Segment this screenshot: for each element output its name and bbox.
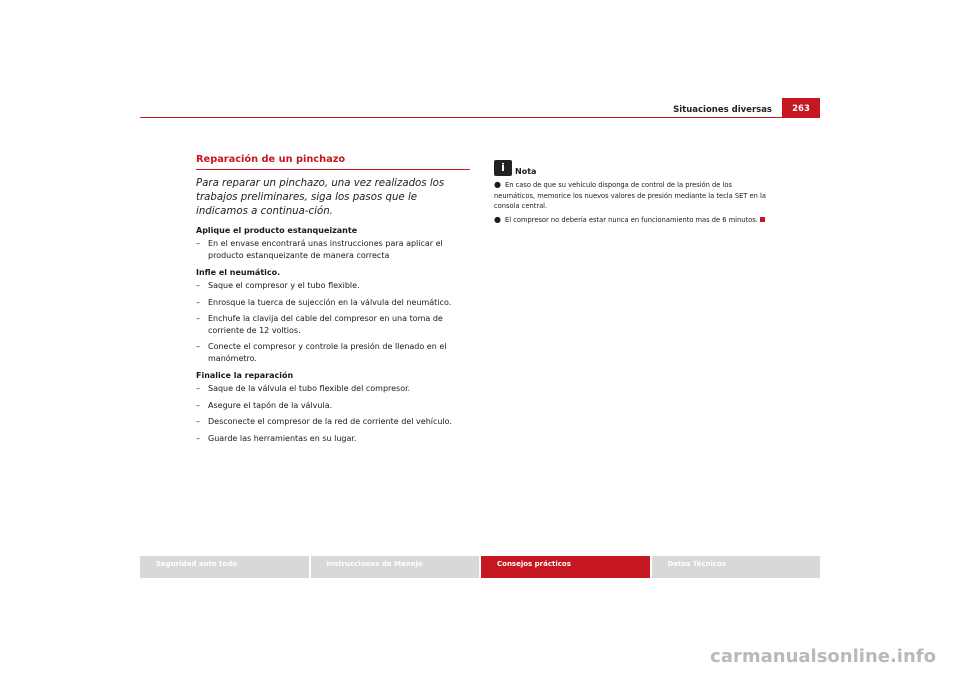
note-item: ● El compresor no debería estar nunca en funcionamiento mas de 6 minutos. bbox=[494, 215, 772, 226]
dash-marker: – bbox=[196, 417, 200, 426]
section-heading: Finalice la reparación bbox=[196, 371, 294, 380]
footer-nav bbox=[140, 556, 820, 578]
step-item: – Guarde las herramientas en su lugar. bbox=[196, 433, 357, 443]
step-item: – Saque de la válvula el tubo flexible del compresor. bbox=[196, 384, 411, 393]
note-item: ● En caso de que su vehículo disponga de control de la presión de los neumáticos, memorice los nuevos valores de presión mediante la tecla SET en la consola central. bbox=[494, 180, 766, 210]
info-note-icon: i bbox=[494, 160, 512, 176]
step-item: – En el envase encontrará unas instrucciones para aplicar el producto estanqueizante de manera correcta bbox=[196, 239, 443, 260]
end-of-section-icon bbox=[760, 217, 765, 222]
step-item: – Enrosque la tuerca de sujección en la válvula del neumático. bbox=[196, 297, 452, 307]
step-item: – Conecte el compresor y controle la presión de llenado en el manómetro. bbox=[196, 342, 447, 363]
note-header bbox=[494, 154, 772, 176]
dash-marker: – bbox=[196, 281, 200, 290]
dash-marker: – bbox=[196, 384, 200, 393]
bullet-icon: ● bbox=[494, 180, 501, 189]
step-item: – Desconecte el compresor de la red de corriente del vehículo. bbox=[196, 417, 452, 426]
page-header bbox=[140, 98, 820, 118]
page-number: 263 bbox=[782, 98, 820, 118]
section-apply-sealant bbox=[196, 226, 470, 261]
step-item: – Asegure el tapón de la válvula. bbox=[196, 400, 333, 410]
section-title: Situaciones diversas bbox=[673, 105, 772, 115]
article-column bbox=[196, 154, 470, 449]
dash-marker: – bbox=[196, 314, 200, 323]
step-item: – Saque el compresor y el tubo flexible. bbox=[196, 281, 360, 290]
article-intro: Para reparar un pinchazo, una vez realizados los trabajos preliminares, siga los pasos que le indicamos a continua-ción. bbox=[196, 178, 445, 217]
watermark: carmanualsonline.info bbox=[710, 646, 936, 667]
dash-marker: – bbox=[196, 433, 200, 443]
footer-tab-seguridad[interactable]: Seguridad ante todo bbox=[140, 556, 309, 578]
section-heading: Aplique el producto estanqueizante bbox=[196, 226, 358, 235]
dash-marker: – bbox=[196, 400, 200, 410]
dash-marker: – bbox=[196, 342, 200, 351]
section-heading: Infle el neumático. bbox=[196, 268, 281, 277]
dash-marker: – bbox=[196, 239, 200, 248]
footer-tab-datos[interactable]: Datos Técnicos bbox=[652, 556, 821, 578]
article-title: Reparación de un pinchazo bbox=[196, 154, 470, 170]
footer-tab-consejos[interactable]: Consejos prácticos bbox=[481, 556, 650, 578]
footer-tab-instrucciones[interactable]: Instrucciones de Manejo bbox=[311, 556, 480, 578]
section-finish-repair bbox=[196, 371, 470, 444]
bullet-icon: ● bbox=[494, 214, 501, 224]
section-inflate-tyre bbox=[196, 268, 470, 364]
note-title: Nota bbox=[515, 167, 537, 176]
dash-marker: – bbox=[196, 297, 200, 307]
header-divider bbox=[140, 117, 820, 119]
note-column bbox=[494, 154, 772, 228]
step-item: – Enchufe la clavija del cable del compresor en una toma de corriente de 12 voltios. bbox=[196, 314, 443, 335]
